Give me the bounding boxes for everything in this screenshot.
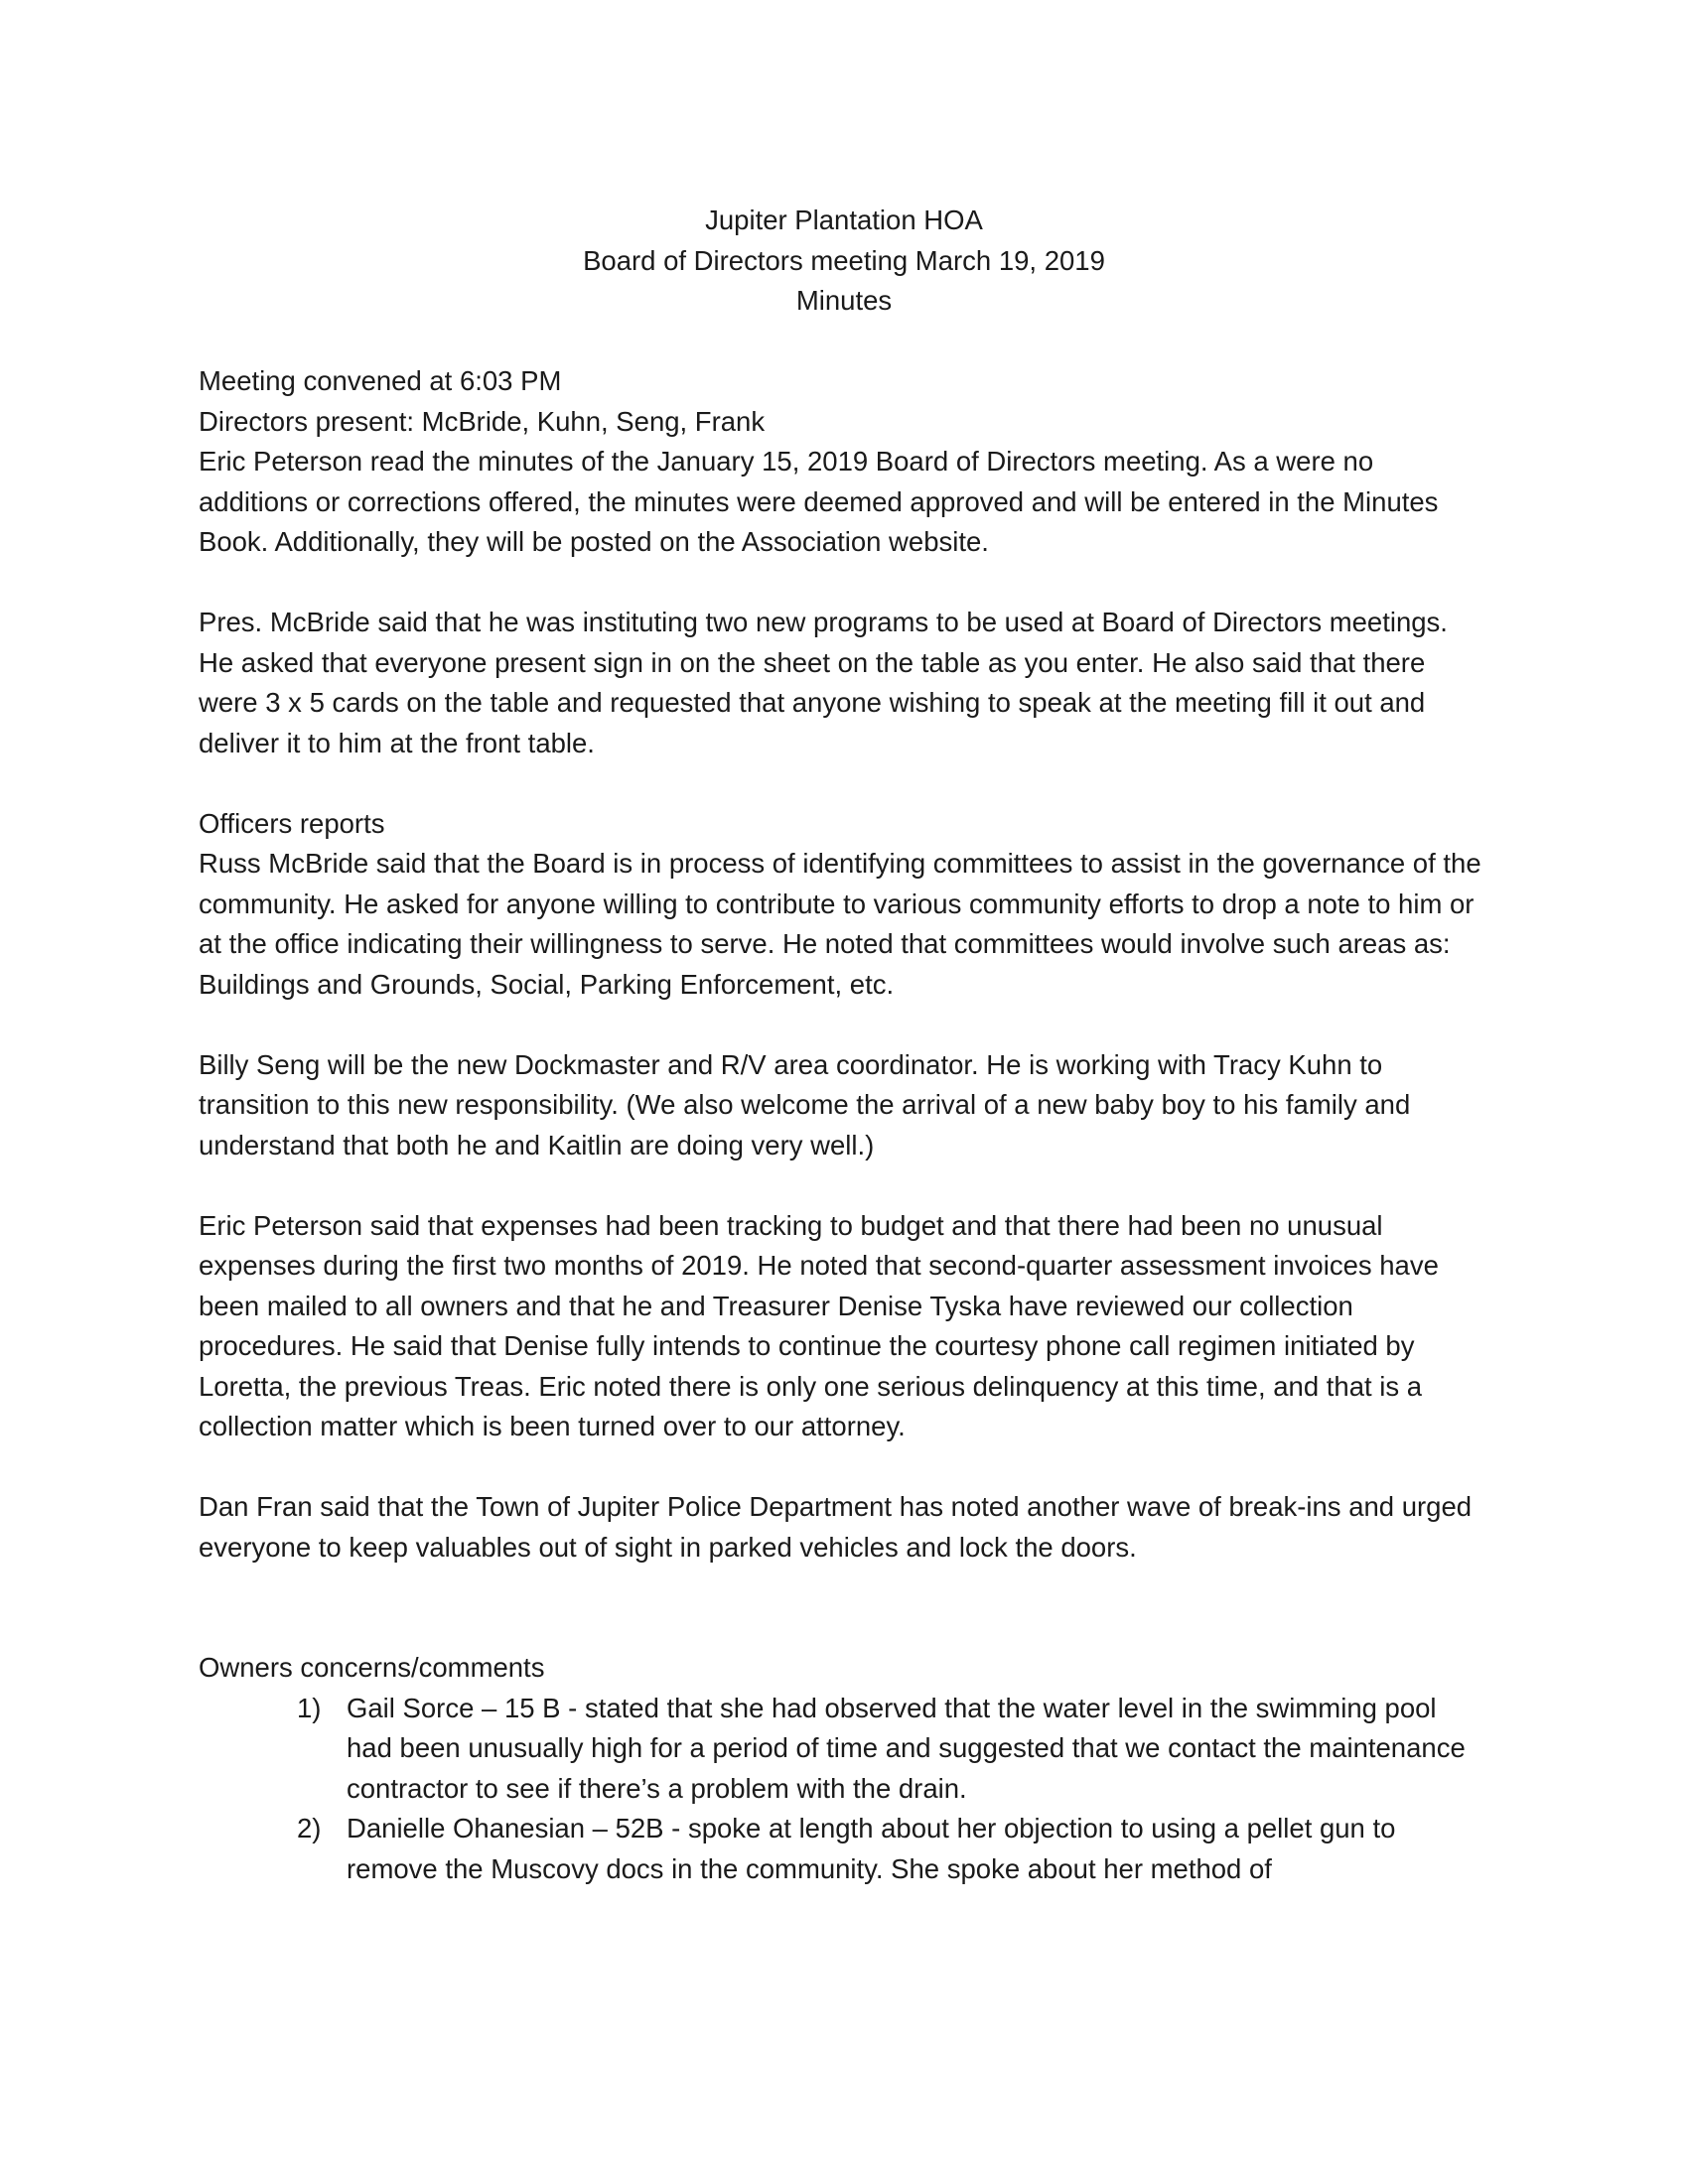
section-gap	[199, 1568, 1489, 1648]
document-header	[0, 201, 1688, 322]
convened-line: Meeting convened at 6:03 PM	[199, 365, 562, 396]
minutes-approval-paragraph: Eric Peterson read the minutes of the January 15, 2019 Board of Directors meeting. As a were no additions or corrections offered, the minutes were deemed approved and will be entered in the Minutes Book. Additionally, they will be posted on the Association website.	[199, 446, 1439, 557]
list-item	[199, 1689, 1489, 1810]
organization-title: Jupiter Plantation HOA	[705, 205, 983, 235]
dockmaster-paragraph: Billy Seng will be the new Dockmaster and R/V area coordinator. He is working with Tracy Kuhn to transition to this new responsibility. (We also welcome the arrival of a new baby boy to his family and understand that both he and Kaitlin are doing very well.)	[199, 1048, 1411, 1160]
police-paragraph: Dan Fran said that the Town of Jupiter Police Department has noted another wave of break-ins and urged everyone to keep valuables out of sight in parked vehicles and lock the doors.	[199, 1491, 1473, 1563]
meeting-title: Board of Directors meeting March 19, 2019	[583, 244, 1105, 276]
list-item-number: 2)	[297, 1813, 322, 1843]
list-item	[199, 1809, 1489, 1889]
document-type: Minutes	[795, 285, 893, 316]
new-programs-paragraph: Pres. McBride said that he was instituting two new programs to be used at Board of Directors meetings. He asked that everyone present sign in on the sheet on the table as you enter. He also said that there were 3 x 5 cards on the table and requested that anyone wishing to speak at the meeting fill it out and deliver it to him at the front table.	[199, 607, 1448, 758]
paragraph-gap	[199, 1447, 1489, 1488]
paragraph-gap	[199, 1005, 1489, 1045]
document-body	[199, 361, 1489, 1889]
paragraph-gap	[199, 1165, 1489, 1206]
paragraph-gap	[199, 563, 1489, 604]
directors-present-line: Directors present: McBride, Kuhn, Seng, Frank	[199, 405, 766, 437]
owners-concerns-heading: Owners concerns/comments	[199, 1652, 545, 1683]
expenses-paragraph: Eric Peterson said that expenses had been tracking to budget and that there had been no unusual expenses during the first two months of 2019. He noted that second-quarter assessment invoices have been mailed to all owners and that he and Treasurer Denise Tyska have reviewed our collection procedures. He said that Denise fully intends to continue the courtesy phone call regimen initiated by Loretta, the previous Treas. Eric noted there is only one serious delinquency at this time, and that is a collection matter which is been turned over to our attorney.	[199, 1209, 1439, 1441]
committees-paragraph: Russ McBride said that the Board is in process of identifying committees to assist in the governance of the community. He asked for anyone willing to contribute to various community efforts to drop a note to him or at the office indicating their willingness to serve. He noted that committees would involve such areas as: Buildings and Grounds, Social, Parking Enforcement, etc.	[199, 848, 1481, 1000]
list-item-text: Danielle Ohanesian – 52B - spoke at length about her objection to using a pellet gun to remove the Muscovy docs in the community. She spoke about her method of	[347, 1813, 1396, 1884]
paragraph-gap	[199, 763, 1489, 804]
list-item-text: Gail Sorce – 15 B - stated that she had observed that the water level in the swimming pool had been unusually high for a period of time and suggested that we contact the maintenance contractor to see if there’s a problem with the drain.	[347, 1692, 1466, 1804]
list-item-number: 1)	[297, 1692, 322, 1723]
owners-concerns-list	[199, 1689, 1489, 1890]
officers-reports-heading: Officers reports	[199, 807, 385, 839]
